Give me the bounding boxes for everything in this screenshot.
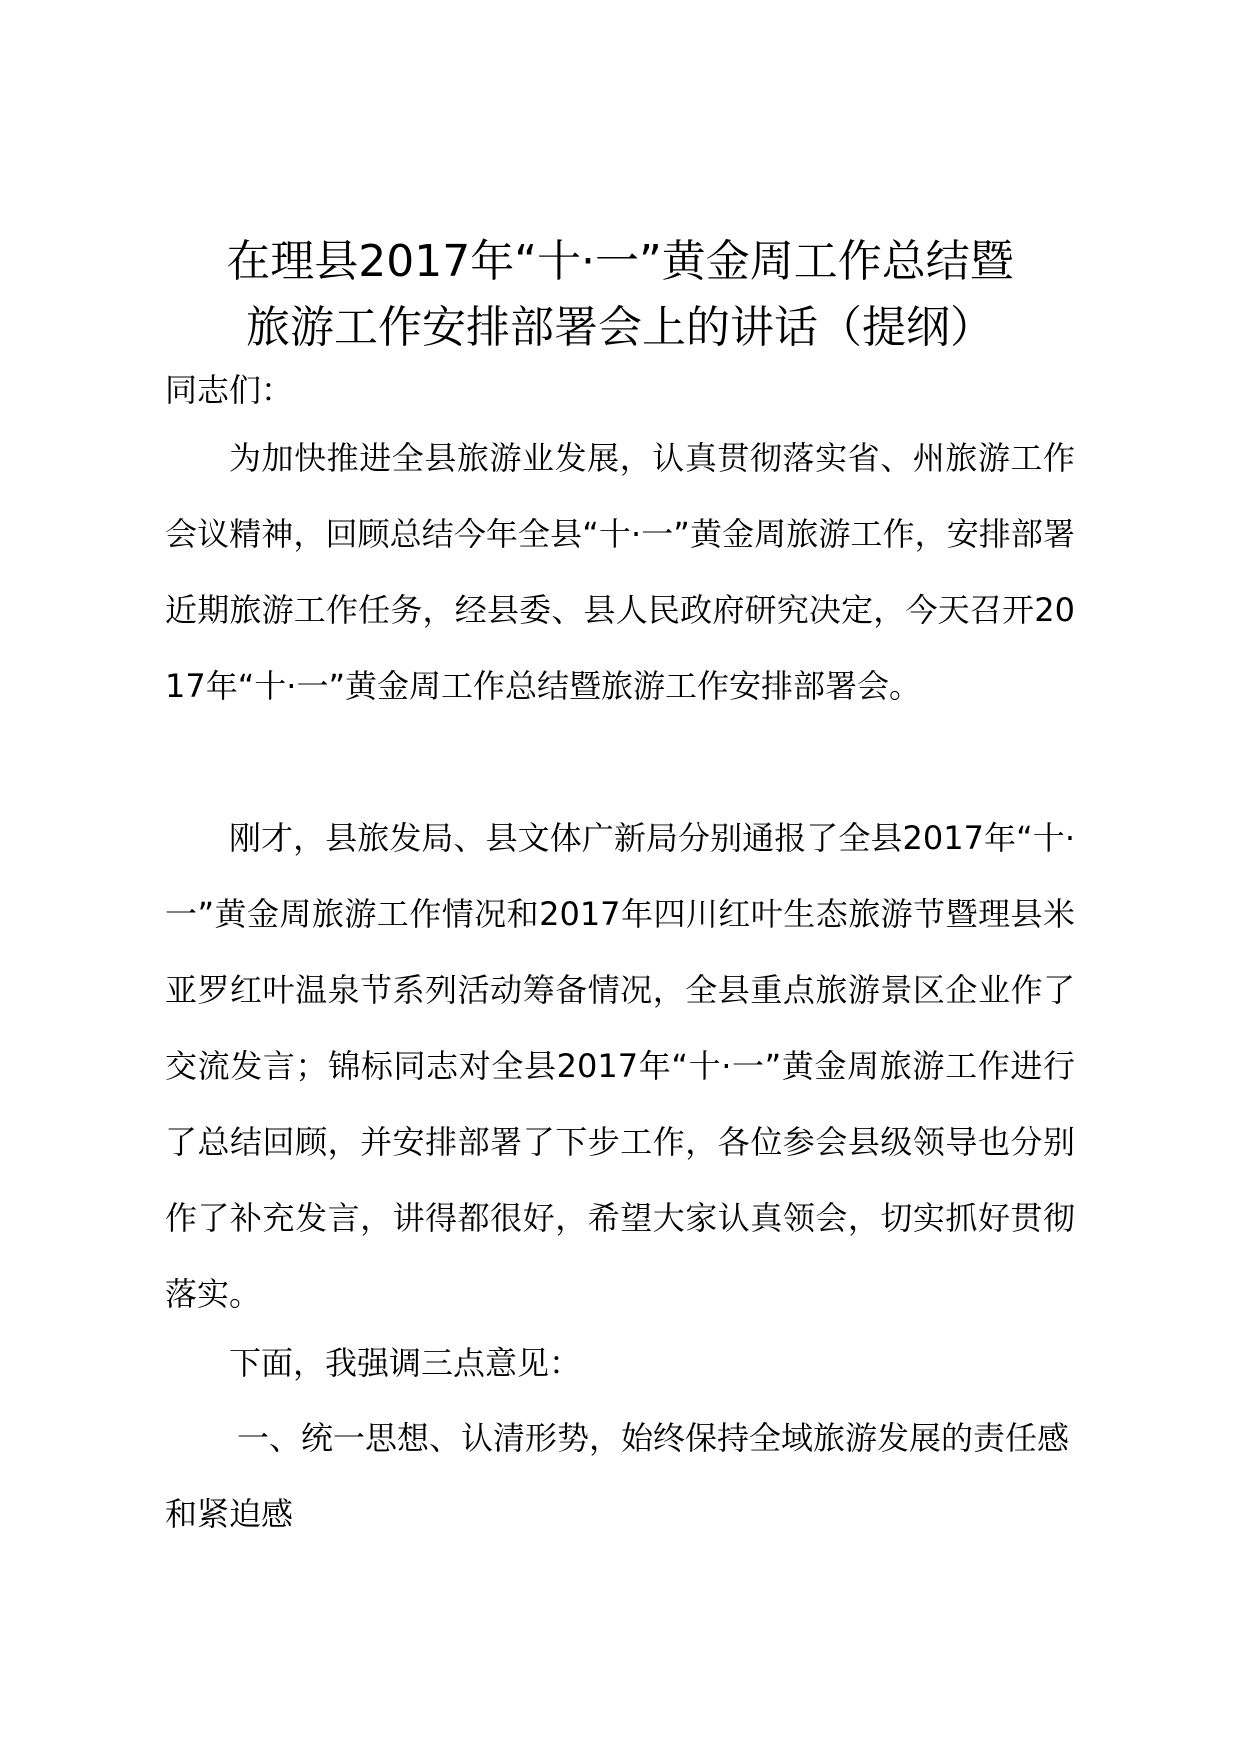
paragraph-review: 刚才，县旅发局、县文体广新局分别通报了全县2017年“十·一”黄金周旅游工作情况和2017年四川红叶生态旅游节暨理县米亚罗红叶温泉节系列活动筹备情况，全县重点旅游景区企业作了交流发言；锦标同志对全县2017年“十·一”黄金周旅游工作进行了总结回顾，并安排部署了下步工作，各位参会县级领导也分别作了补充发言，讲得都很好，希望大家认真领会，切实抓好贯彻落实。 [165,819,1075,1313]
greeting: 同志们： [165,371,294,409]
document-title-line-1: 在理县2017年“十·一”黄金周工作总结暨 [226,236,1014,287]
section-heading-1: 一、统一思想、认清形势，始终保持全域旅游发展的责任感和紧迫感 [165,1419,1070,1533]
paragraph-intro: 为加快推进全县旅游业发展，认真贯彻落实省、州旅游工作会议精神，回顾总结今年全县“十·一”黄金周旅游工作，安排部署近期旅游工作任务，经县委、县人民政府研究决定，今天召开2017年“十·一”黄金周工作总结暨旅游工作安排部署会。 [165,439,1075,705]
paragraph-transition: 下面，我强调三点意见： [229,1344,582,1382]
document-title-line-2: 旅游工作安排部署会上的讲话（提纲） [246,302,994,353]
